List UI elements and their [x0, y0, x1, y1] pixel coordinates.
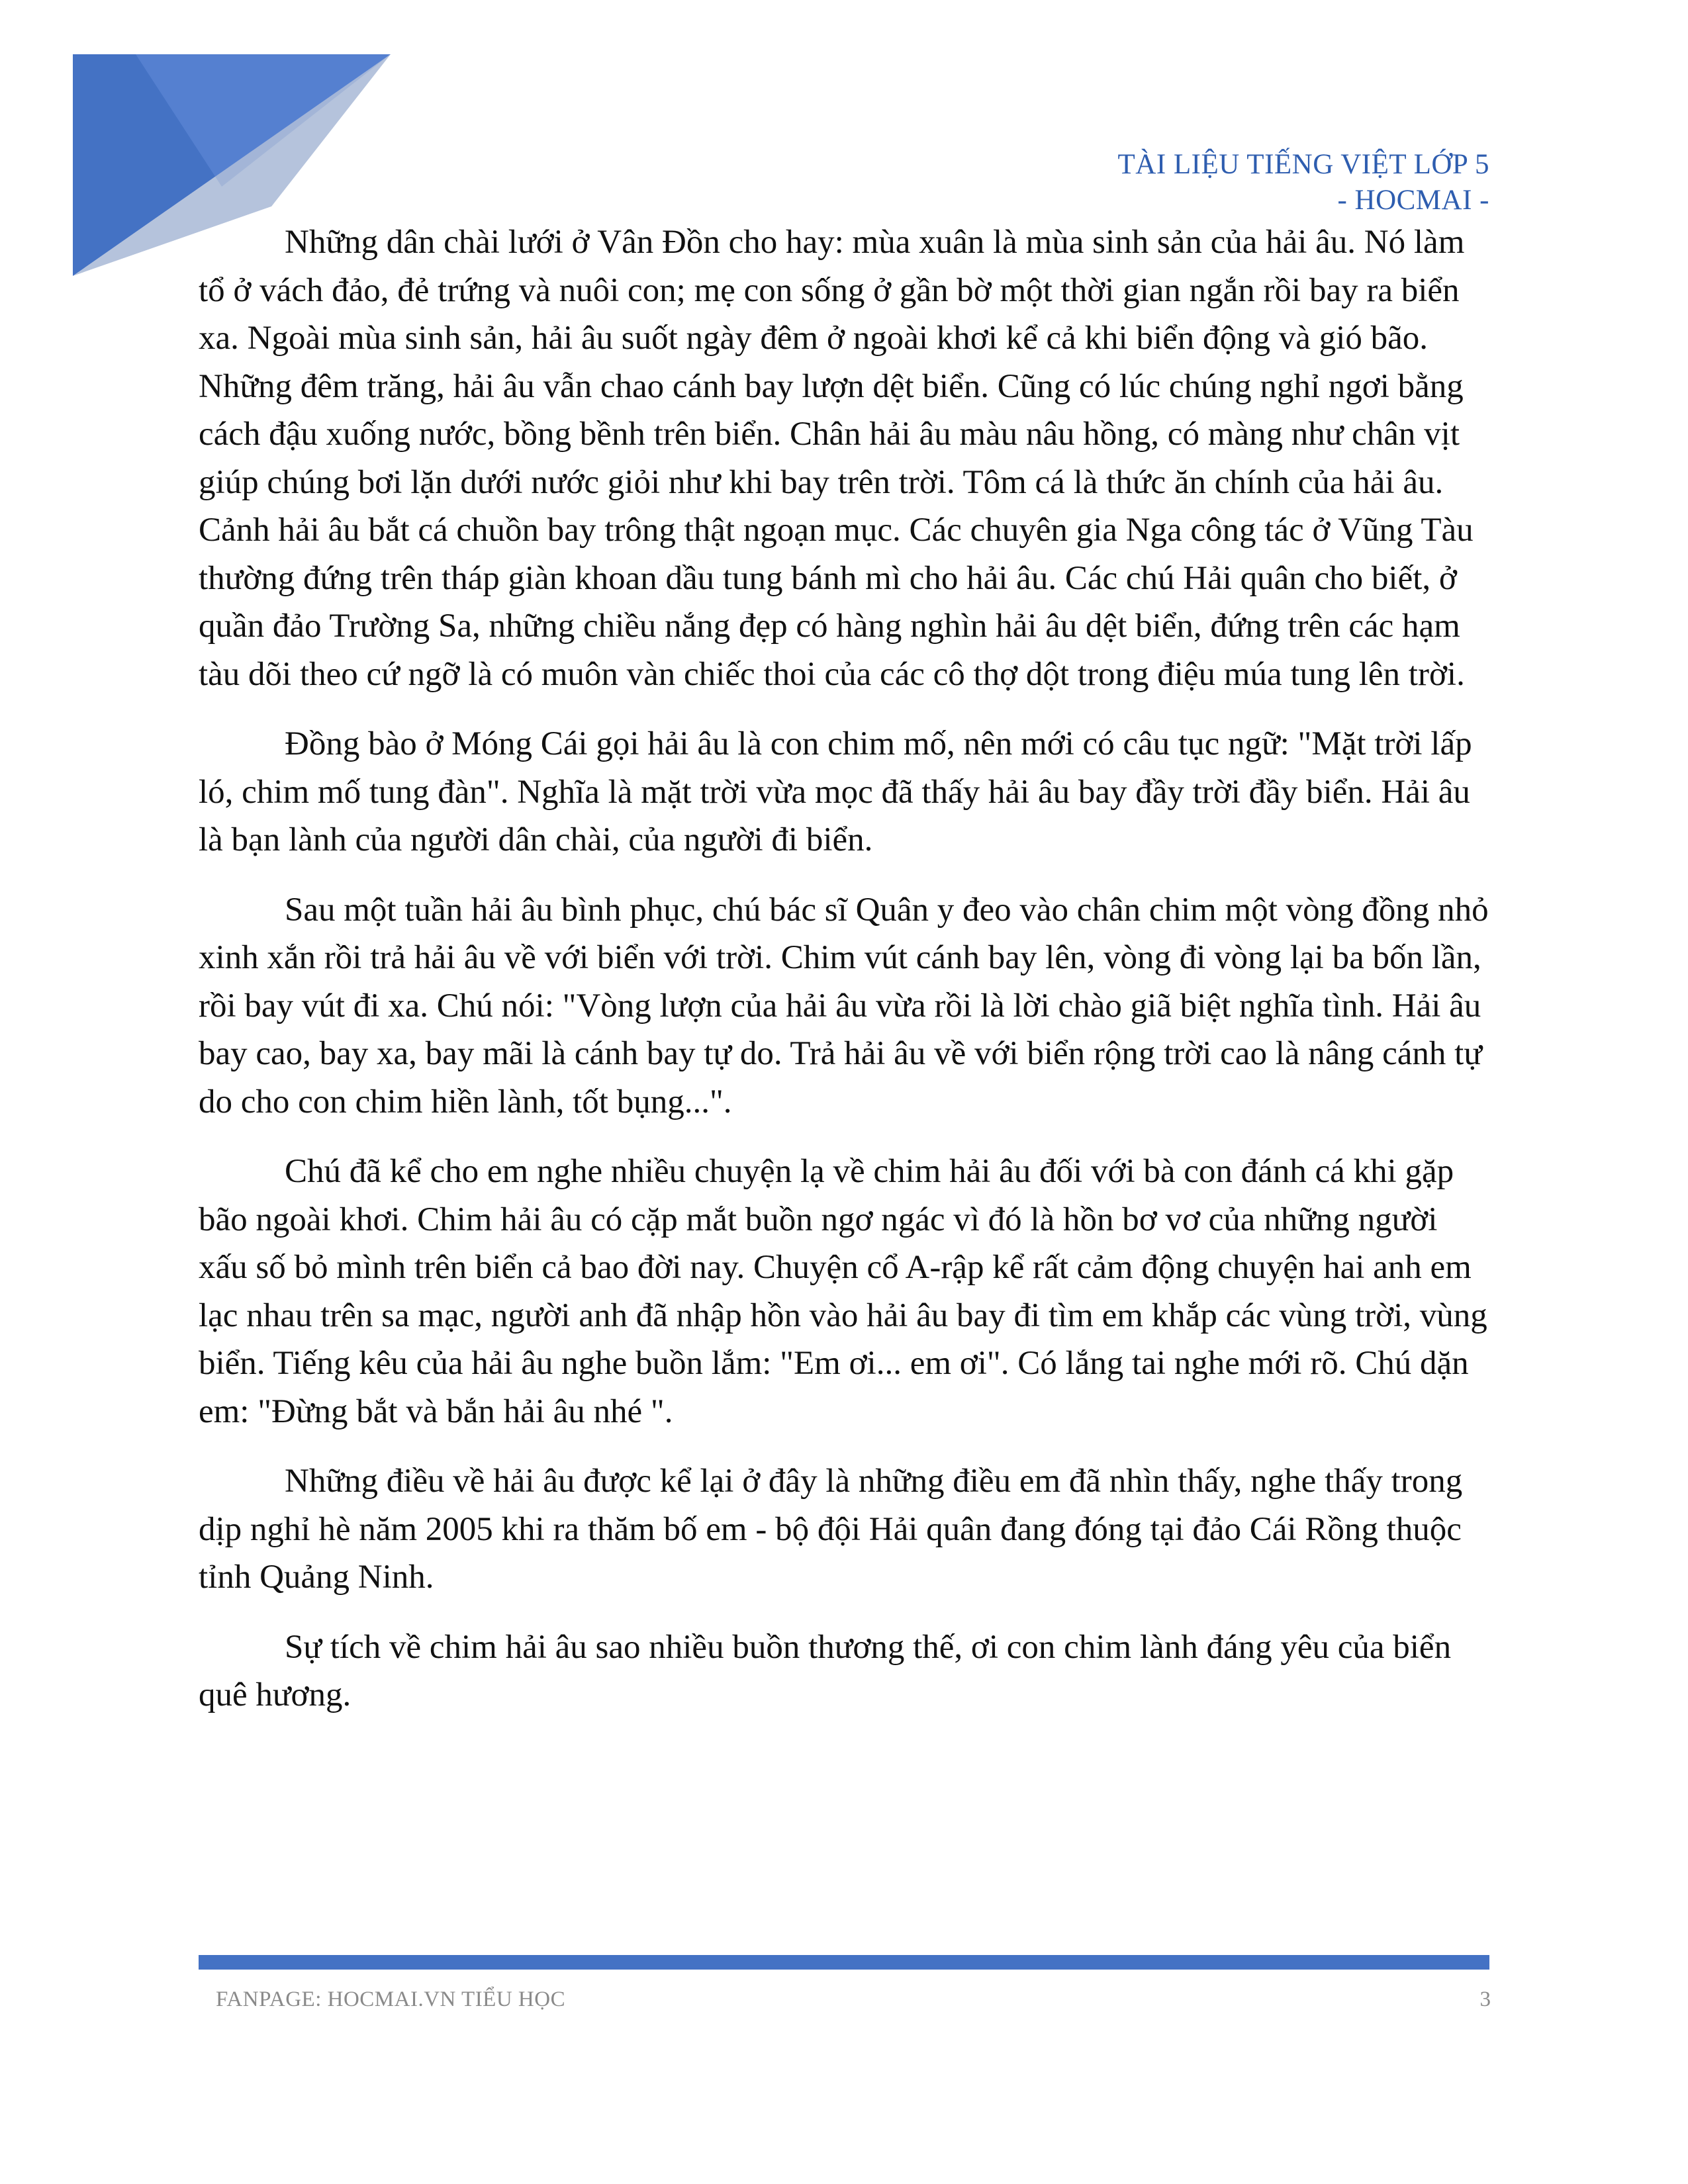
paragraph: Những dân chài lưới ở Vân Đồn cho hay: mùa xuân là mùa sinh sản của hải âu. Nó làm tổ ở vách đảo, đẻ trứng và nuôi con; mẹ con sống ở gần bờ một thời gian ngắn rồi bay ra biển xa. Ngoài mùa sinh sản, hải âu suốt ngày đêm ở ngoài khơi kể cả khi biển động và gió bão. Những đêm trăng, hải âu vẫn chao cánh bay lượn dệt biển. Cũng có lúc chúng nghỉ ngơi bằng cách đậu xuống nước, bồng bềnh trên biển. Chân hải âu màu nâu hồng, có màng như chân vịt giúp chúng bơi lặn dưới nước giỏi như khi bay trên trời. Tôm cá là thức ăn chính của hải âu. Cảnh hải âu bắt cá chuồn bay trông thật ngoạn mục. Các chuyên gia Nga công tác ở Vũng Tàu thường đứng trên tháp giàn khoan dầu tung bánh mì cho hải âu. Các chú Hải quân cho biết, ở quần đảo Trường Sa, những chiều nắng đẹp có hàng nghìn hải âu dệt biển, đứng trên các hạm tàu dõi theo cứ ngỡ là có muôn vàn chiếc thoi của các cô thợ dột trong điệu múa tung lên trời. [199, 224, 1474, 693]
page-number: 3 [1479, 1987, 1491, 2011]
paragraph: Đồng bào ở Móng Cái gọi hải âu là con chim mố, nên mới có câu tục ngữ: "Mặt trời lấp ló, chim mố tung đàn". Nghĩa là mặt trời vừa mọc đã thấy hải âu bay đầy trời đầy biển. Hải âu là bạn lành của người dân chài, của người đi biển. [199, 725, 1472, 858]
paragraph: Những điều về hải âu được kể lại ở đây là những điều em đã nhìn thấy, nghe thấy trong dịp nghỉ hè năm 2005 khi ra thăm bố em - bộ đội Hải quân đang đóng tại đảo Cái Rồng thuộc tỉnh Quảng Ninh. [199, 1463, 1463, 1596]
footer-divider [199, 1955, 1489, 1970]
paragraph: Chú đã kể cho em nghe nhiều chuyện lạ về chim hải âu đối với bà con đánh cá khi gặp bão ngoài khơi. Chim hải âu có cặp mắt buồn ngơ ngác vì đó là hồn bơ vơ của những người xấu số bỏ mình trên biển cả bao đời nay. Chuyện cổ A-rập kể rất cảm động chuyện hai anh em lạc nhau trên sa mạc, người anh đã nhập hồn vào hải âu bay đi tìm em khắp các vùng trời, vùng biển. Tiếng kêu của hải âu nghe buồn lắm: "Em ơi... em ơi". Có lắng tai nghe mới rõ. Chú dặn em: "Đừng bắt và bắn hải âu nhé ". [199, 1153, 1487, 1430]
header-title: TÀI LIỆU TIẾNG VIỆT LỚP 5 [1117, 149, 1489, 180]
document-header [1118, 147, 1489, 218]
paragraph: Sự tích về chim hải âu sao nhiều buồn thương thế, ơi con chim lành đáng yêu của biển quê hương. [199, 1628, 1452, 1713]
footer-fanpage: FANPAGE: HOCMAI.VN TIỂU HỌC [216, 1987, 566, 2011]
paragraph: Sau một tuần hải âu bình phục, chú bác sĩ Quân y đeo vào chân chim một vòng đồng nhỏ xinh xắn rồi trả hải âu về với biển với trời. Chim vút cánh bay lên, vòng đi vòng lại ba bốn lần, rồi bay vút đi xa. Chú nói: "Vòng lượn của hải âu vừa rồi là lời chào giã biệt nghĩa tình. Hải âu bay cao, bay xa, bay mãi là cánh bay tự do. Trả hải âu về với biển rộng trời cao là nâng cánh tự do cho con chim hiền lành, tốt bụng...". [199, 891, 1489, 1120]
article-body [199, 218, 1489, 1741]
header-brand: - HOCMAI - [1337, 185, 1489, 216]
